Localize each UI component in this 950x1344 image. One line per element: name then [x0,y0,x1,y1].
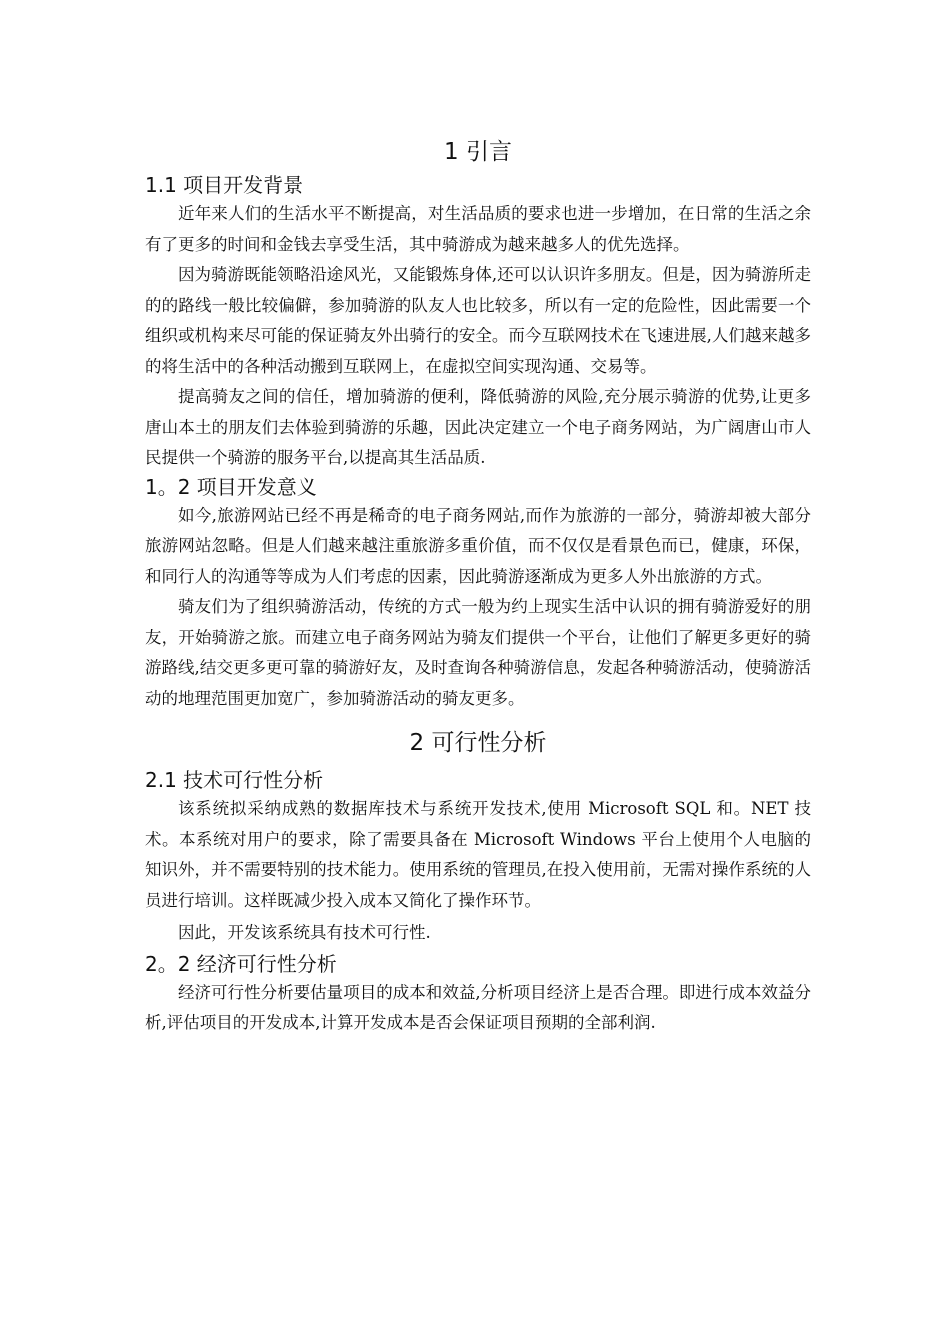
section-title-2-1: 2.1 技术可行性分析 [145,768,324,792]
chapter-title-1: 1 引言 [444,139,512,165]
section-title-1-2: 1。2 项目开发意义 [145,474,317,499]
paragraph: 因此，开发该系统具有技术可行性. [178,923,431,942]
document-body [145,128,811,1039]
paragraph: 如今,旅游网站已经不再是稀奇的电子商务网站,而作为旅游的一部分，骑游却被大部分旅游网站忽略。但是人们越来越注重旅游多重价值，而不仅仅是看景色而已，健康，环保，和同行人的沟通等等成为人们考虑的因素，因此骑游逐渐成为更多人外出旅游的方式。 [145,505,811,586]
paragraph: 因为骑游既能领略沿途风光，又能锻炼身体,还可以认识许多朋友。但是，因为骑游所走的的路线一般比较偏僻，参加骑游的队友人也比较多，所以有一定的危险性，因此需要一个组织或机构来尽可能的保证骑友外出骑行的安全。而今互联网技术在飞速进展,人们越来越多的将生活中的各种活动搬到互联网上，在虚拟空间实现沟通、交易等。 [145,265,811,376]
section-title-1-1: 1.1 项目开发背景 [145,173,304,197]
paragraph: 该系统拟采纳成熟的数据库技术与系统开发技术,使用 Microsoft SQL 和。NET 技术。本系统对用户的要求，除了需要具备在 Microsoft Windows 平台上使用个人电脑的知识外，并不需要特别的技术能力。使用系统的管理员,在投入使用前，无需对操作系统的人员进行培训。这样既减少投入成本又简化了操作环节。 [145,799,811,910]
chapter-title-2: 2 可行性分析 [409,730,547,756]
section-title-2-2: 2。2 经济可行性分析 [145,951,337,976]
paragraph: 经济可行性分析要估量项目的成本和效益,分析项目经济上是否合理。即进行成本效益分析,评估项目的开发成本,计算开发成本是否会保证项目预期的全部利润. [145,982,811,1032]
paragraph: 提高骑友之间的信任，增加骑游的便利，降低骑游的风险,充分展示骑游的优势,让更多唐山本土的朋友们去体验到骑游的乐趣，因此决定建立一个电子商务网站，为广阔唐山市人民提供一个骑游的服务平台,以提高其生活品质. [145,387,811,467]
paragraph: 骑友们为了组织骑游活动，传统的方式一般为约上现实生活中认识的拥有骑游爱好的朋友，开始骑游之旅。而建立电子商务网站为骑友们提供一个平台，让他们了解更多更好的骑游路线,结交更多更可靠的骑游好友，及时查询各种骑游信息，发起各种骑游活动，使骑游活动的地理范围更加宽广，参加骑游活动的骑友更多。 [145,597,811,708]
paragraph: 近年来人们的生活水平不断提高，对生活品质的要求也进一步增加，在日常的生活之余有了更多的时间和金钱去享受生活，其中骑游成为越来越多人的优先选择。 [145,204,811,254]
